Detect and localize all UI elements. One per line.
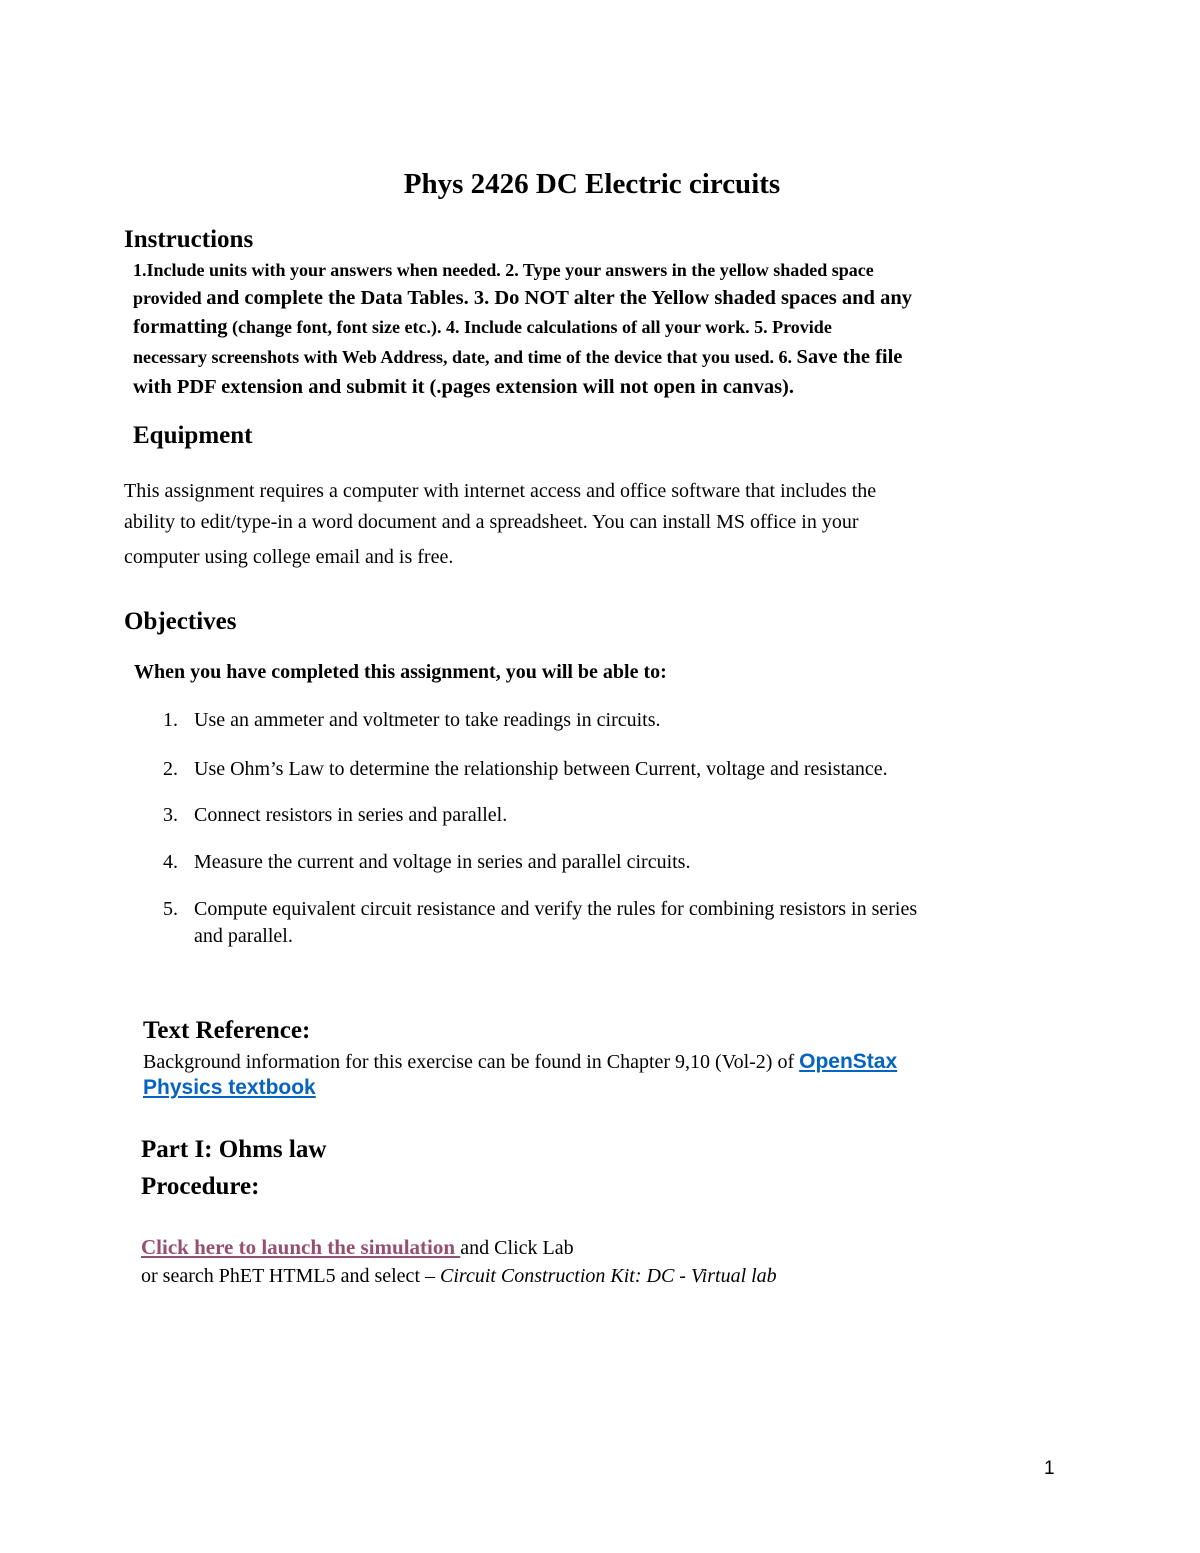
objectives-intro: When you have completed this assignment, you will be able to:: [134, 661, 667, 683]
instructions-line-2: [133, 287, 912, 310]
instructions-line-4b: Save the file: [796, 346, 903, 368]
instructions-line-4a: necessary screenshots with Web Address, date, and time of the device that you used. 6.: [133, 347, 797, 367]
objective-text-5: Compute equivalent circuit resistance and verify the rules for combining resistors in series: [194, 898, 918, 920]
part-1-heading: Part I: Ohms law: [141, 1136, 327, 1163]
objectives-heading: Objectives: [124, 608, 237, 635]
objective-number-3: 3.: [163, 804, 178, 826]
objective-number-5: 5.: [163, 898, 178, 920]
instructions-line-2b: and complete the Data Tables. 3. Do NOT alter the Yellow shaded spaces and any: [206, 287, 912, 309]
instructions-line-4: [133, 346, 902, 369]
openstax-link-continued[interactable]: Physics textbook: [143, 1076, 316, 1099]
launch-simulation-link[interactable]: Click here to launch the simulation: [141, 1235, 461, 1259]
objective-number-2: 2.: [163, 758, 178, 780]
instructions-line-3a: formatting: [133, 316, 228, 338]
simulation-line: [141, 1235, 574, 1260]
instructions-line-1: 1.Include units with your answers when needed. 2. Type your answers in the yellow shaded space: [133, 260, 874, 280]
objective-number-4: 4.: [163, 851, 178, 873]
procedure-heading: Procedure:: [141, 1173, 260, 1200]
text-reference-heading: Text Reference:: [143, 1017, 311, 1044]
equipment-heading: Equipment: [133, 422, 253, 449]
search-target: Circuit Construction Kit: DC - Virtual lab: [440, 1265, 777, 1287]
objective-text-2: Use Ohm’s Law to determine the relationship between Current, voltage and resistance.: [194, 758, 888, 780]
instructions-line-5: with PDF extension and submit it (.pages extension will not open in canvas).: [133, 376, 794, 398]
equipment-line-1: This assignment requires a computer with internet access and office software that includes the: [124, 480, 877, 502]
instructions-line-3b: (change font, font size etc.). 4. Include calculations of all your work. 5. Provide: [227, 317, 832, 337]
text-reference-body: Background information for this exercise can be found in Chapter 9,10 (Vol-2) of: [143, 1051, 800, 1073]
instructions-line-2a: provided: [133, 288, 207, 308]
objective-text-3: Connect resistors in series and parallel.: [194, 804, 508, 826]
objective-text-4: Measure the current and voltage in series and parallel circuits.: [194, 851, 691, 873]
equipment-line-3: computer using college email and is free.: [124, 546, 454, 568]
instructions-heading: Instructions: [124, 226, 254, 253]
objective-text-5-cont: and parallel.: [194, 925, 293, 947]
search-line: [141, 1265, 777, 1288]
search-prefix: or search PhET HTML5 and select –: [141, 1265, 440, 1287]
simulation-after-text: and Click Lab: [460, 1237, 574, 1259]
instructions-line-3: [133, 316, 832, 339]
text-reference-line-2: [143, 1076, 316, 1100]
objective-text-1: Use an ammeter and voltmeter to take readings in circuits.: [194, 709, 661, 731]
objective-number-1: 1.: [163, 709, 178, 731]
openstax-link[interactable]: OpenStax: [799, 1050, 898, 1073]
page-number: 1: [1044, 1458, 1055, 1479]
text-reference-line-1: [143, 1050, 897, 1074]
equipment-line-2: ability to edit/type-in a word document and a spreadsheet. You can install MS office in your: [124, 511, 859, 533]
document-title: Phys 2426 DC Electric circuits: [403, 168, 781, 200]
